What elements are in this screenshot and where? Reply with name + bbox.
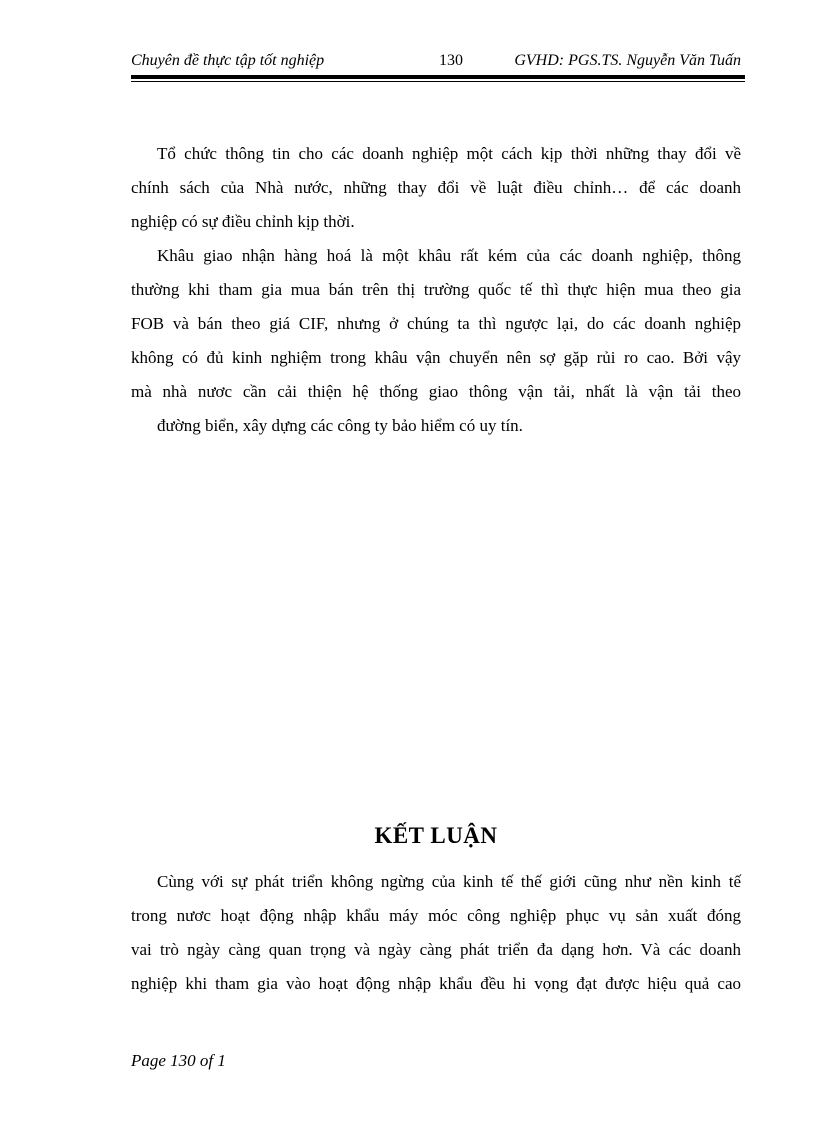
- paragraph-line: chính sách của Nhà nước, những thay đổi về luật điều chỉnh… để các doanh: [131, 178, 741, 197]
- paragraph-line: nghiệp khi tham gia vào hoạt động nhập khẩu đều hi vọng đạt được hiệu quả cao: [131, 974, 741, 993]
- conclusion-paragraph: [131, 865, 741, 1001]
- paragraph-line: nghiệp có sự điều chỉnh kịp thời.: [131, 212, 355, 231]
- header-rule-thick: [131, 75, 745, 79]
- paragraph-2: [131, 239, 741, 443]
- paragraph-1: [131, 137, 741, 239]
- paragraph-line: trong nươc hoạt động nhập khẩu máy móc công nghiệp phục vụ sản xuất đóng: [131, 906, 741, 925]
- paragraph-line: không có đủ kinh nghiệm trong khâu vận chuyển nên sợ gặp rủi ro cao. Bởi vậy: [131, 348, 741, 367]
- paragraph-line: vai trò ngày càng quan trọng và ngày càng phát triển đa dạng hơn. Và các doanh: [131, 940, 741, 959]
- paragraph-line: FOB và bán theo giá CIF, nhưng ở chúng ta thì ngược lại, do các doanh nghiệp: [131, 314, 741, 333]
- paragraph-line: Tổ chức thông tin cho các doanh nghiệp một cách kịp thời những thay đổi về: [157, 144, 741, 163]
- header-rule-thin: [131, 81, 745, 82]
- paragraph-line: Cùng với sự phát triển không ngừng của kinh tế thế giới cũng như nền kinh tế: [157, 872, 741, 891]
- paragraph-line: mà nhà nươc cần cải thiện hệ thống giao thông vận tải, nhất là vận tải theo: [131, 382, 741, 401]
- page-footer: Page 130 of 1: [131, 1051, 226, 1070]
- paragraph-line: thường khi tham gia mua bán trên thị trường quốc tế thì thực hiện mua theo gia: [131, 280, 741, 299]
- header-page-number: 130: [439, 52, 463, 69]
- page-header: [131, 50, 743, 74]
- paragraph-line: đường biển, xây dựng các công ty bảo hiểm có uy tín.: [157, 416, 523, 435]
- header-document-title: Chuyên đề thực tập tốt nghiệp: [131, 52, 325, 69]
- header-supervisor: GVHD: PGS.TS. Nguyễn Văn Tuấn: [514, 52, 741, 69]
- paragraph-line: Khâu giao nhận hàng hoá là một khâu rất kém của các doanh nghiệp, thông: [157, 246, 741, 265]
- conclusion-heading: KẾT LUẬN: [374, 823, 498, 848]
